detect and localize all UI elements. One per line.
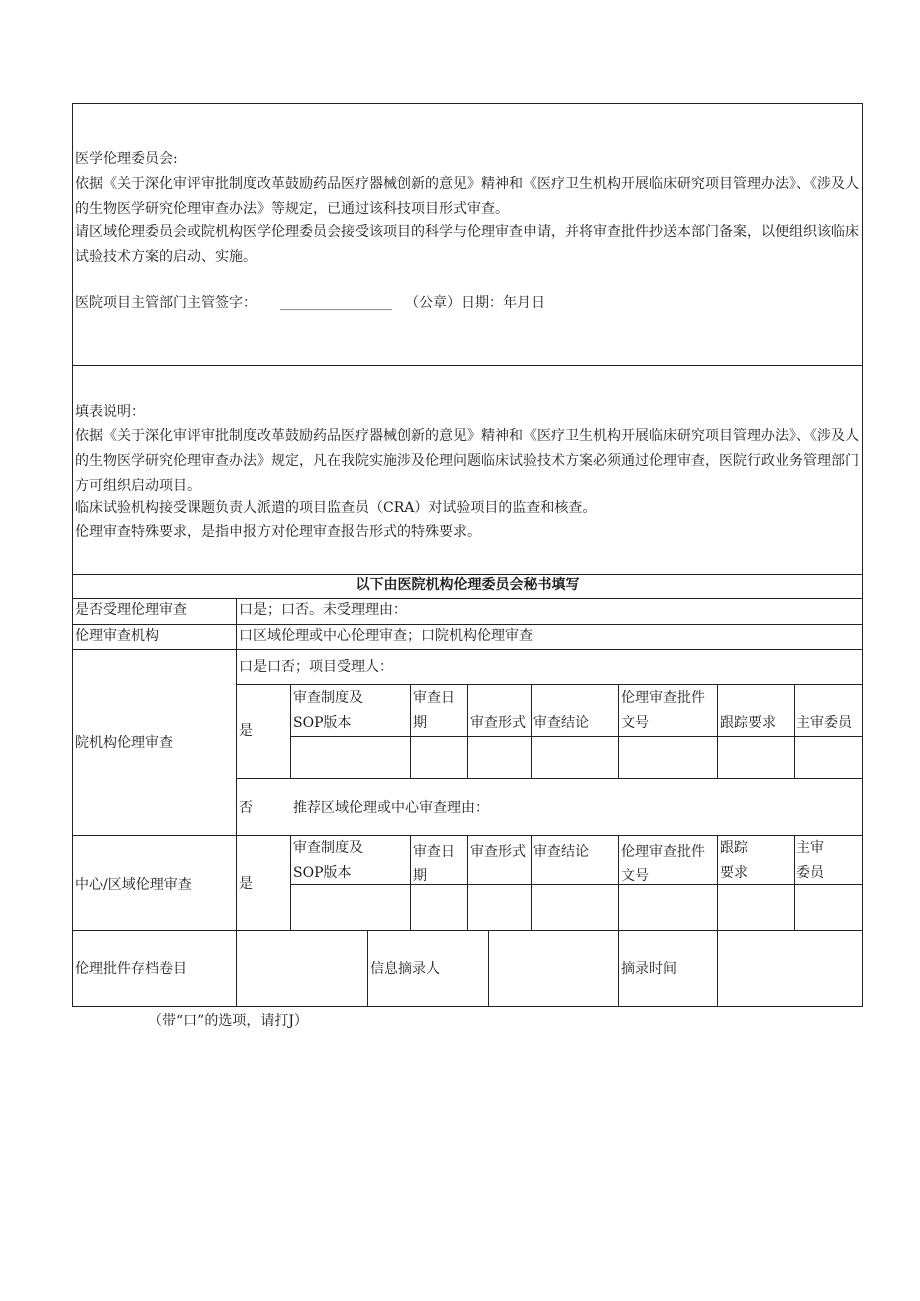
divider <box>794 684 795 778</box>
col-date: 审查日 <box>413 690 455 706</box>
approval-para2: 请区域伦理委员会或院机构医学伦理委员会接受该项目的科学与伦理审查申请，并将审查批件抄送本部门备案，以便组织该临床试验技术方案的启动、实施。 <box>75 224 859 265</box>
col-date: 审查日 <box>413 844 455 860</box>
divider <box>717 930 718 1007</box>
divider <box>531 835 532 930</box>
col-doc: 文号 <box>621 715 649 731</box>
instructions-para2: 临床试验机构接受课题负责人派遣的项目监查员（CRA）对试验项目的监查和核查。 <box>75 500 597 516</box>
col-sop: 审查制度及 <box>293 840 363 856</box>
org-value[interactable]: 口区域伦理或中心伦理审查；口院机构伦理审查 <box>239 628 533 644</box>
col-follow: 跟踪要求 <box>720 715 776 731</box>
secretary-title: 以下由医院机构伦理委员会秘书填写 <box>355 577 580 593</box>
divider <box>410 835 411 930</box>
hosp-no: 否 <box>239 800 253 816</box>
divider <box>618 930 619 1007</box>
instructions-para1: 依据《关于深化审评审批制度改革鼓励药品医疗器械创新的意见》精神和《医疗卫生机构开展临床研究项目管理办法》、《涉及人的生物医学研究伦理审查办法》规定，凡在我院实施涉及伦理问题临床试验技术方案必须通过伦理审查，医院行政业务管理部门方可组织启动项目。 <box>75 428 859 494</box>
divider <box>410 684 411 778</box>
center-label: 中心/区域伦理审查 <box>75 877 192 893</box>
col-conclusion: 审查结论 <box>533 715 589 731</box>
divider <box>72 598 863 599</box>
col-follow: 要求 <box>720 865 748 881</box>
divider <box>531 684 532 778</box>
divider <box>290 684 291 778</box>
instructions-para3: 伦理审查特殊要求，是指申报方对伦理审查报告形式的特殊要求。 <box>75 524 481 540</box>
divider <box>236 684 863 685</box>
divider <box>290 884 863 885</box>
divider <box>618 835 619 930</box>
divider <box>717 684 718 778</box>
footnote: （带“口”的选项，请打J） <box>148 1013 308 1029</box>
sign-label: 医院项目主管部门主管签字： <box>75 295 257 311</box>
col-sop: 审查制度及 <box>293 690 363 706</box>
approval-heading: 医学伦理委员会: <box>75 151 178 167</box>
recommend-reason[interactable]: 推荐区域伦理或中心审查理由： <box>293 800 489 816</box>
divider <box>72 649 863 650</box>
divider <box>236 778 863 779</box>
col-date: 期 <box>413 715 427 731</box>
approval-para1: 依据《关于深化审评审批制度改革鼓励药品医疗器械创新的意见》精神和《医疗卫生机构开展临床研究项目管理办法》、《涉及人的生物医学研究伦理审查办法》等规定，已通过该科技项目形式审查。 <box>75 176 859 217</box>
divider <box>717 835 718 930</box>
seal-date: （公章）日期：年月日 <box>405 295 545 311</box>
divider <box>72 365 863 366</box>
recorder-label: 信息摘录人 <box>370 961 440 977</box>
col-chief: 主审委员 <box>796 715 852 731</box>
col-date: 期 <box>413 868 427 884</box>
hosp-yes: 是 <box>239 723 253 739</box>
center-yes: 是 <box>239 876 253 892</box>
divider <box>290 835 291 930</box>
archive-label: 伦理批件存档卷目 <box>75 961 187 977</box>
time-label: 摘录时间 <box>621 961 677 977</box>
divider <box>236 598 237 1007</box>
divider <box>467 835 468 930</box>
col-chief: 委员 <box>796 865 824 881</box>
col-doc: 伦理审查批件 <box>621 690 705 706</box>
col-form: 审查形式 <box>470 844 526 860</box>
col-chief: 主审 <box>796 840 824 856</box>
accept-label: 是否受理伦理审查 <box>75 602 187 618</box>
accept-value[interactable]: 口是；口否。未受理理由： <box>239 602 407 618</box>
hosp-label: 院机构伦理审查 <box>75 735 173 751</box>
divider <box>488 930 489 1007</box>
instructions-heading: 填表说明： <box>75 404 145 420</box>
divider <box>72 930 863 931</box>
col-form: 审查形式 <box>470 715 526 731</box>
org-label: 伦理审查机构 <box>75 628 159 644</box>
hosp-yesno[interactable]: 口是口否；项目受理人： <box>239 659 393 675</box>
divider <box>72 624 863 625</box>
divider <box>467 684 468 778</box>
divider <box>290 736 863 737</box>
col-doc: 伦理审查批件 <box>621 844 705 860</box>
divider <box>367 930 368 1007</box>
divider <box>618 684 619 778</box>
divider <box>794 835 795 930</box>
col-sop: SOP版本 <box>293 865 352 881</box>
col-follow: 跟踪 <box>720 840 748 856</box>
sign-blank[interactable]: ________________ <box>280 295 392 311</box>
col-sop: SOP版本 <box>293 715 352 731</box>
col-conclusion: 审查结论 <box>533 844 589 860</box>
col-doc: 文号 <box>621 868 649 884</box>
